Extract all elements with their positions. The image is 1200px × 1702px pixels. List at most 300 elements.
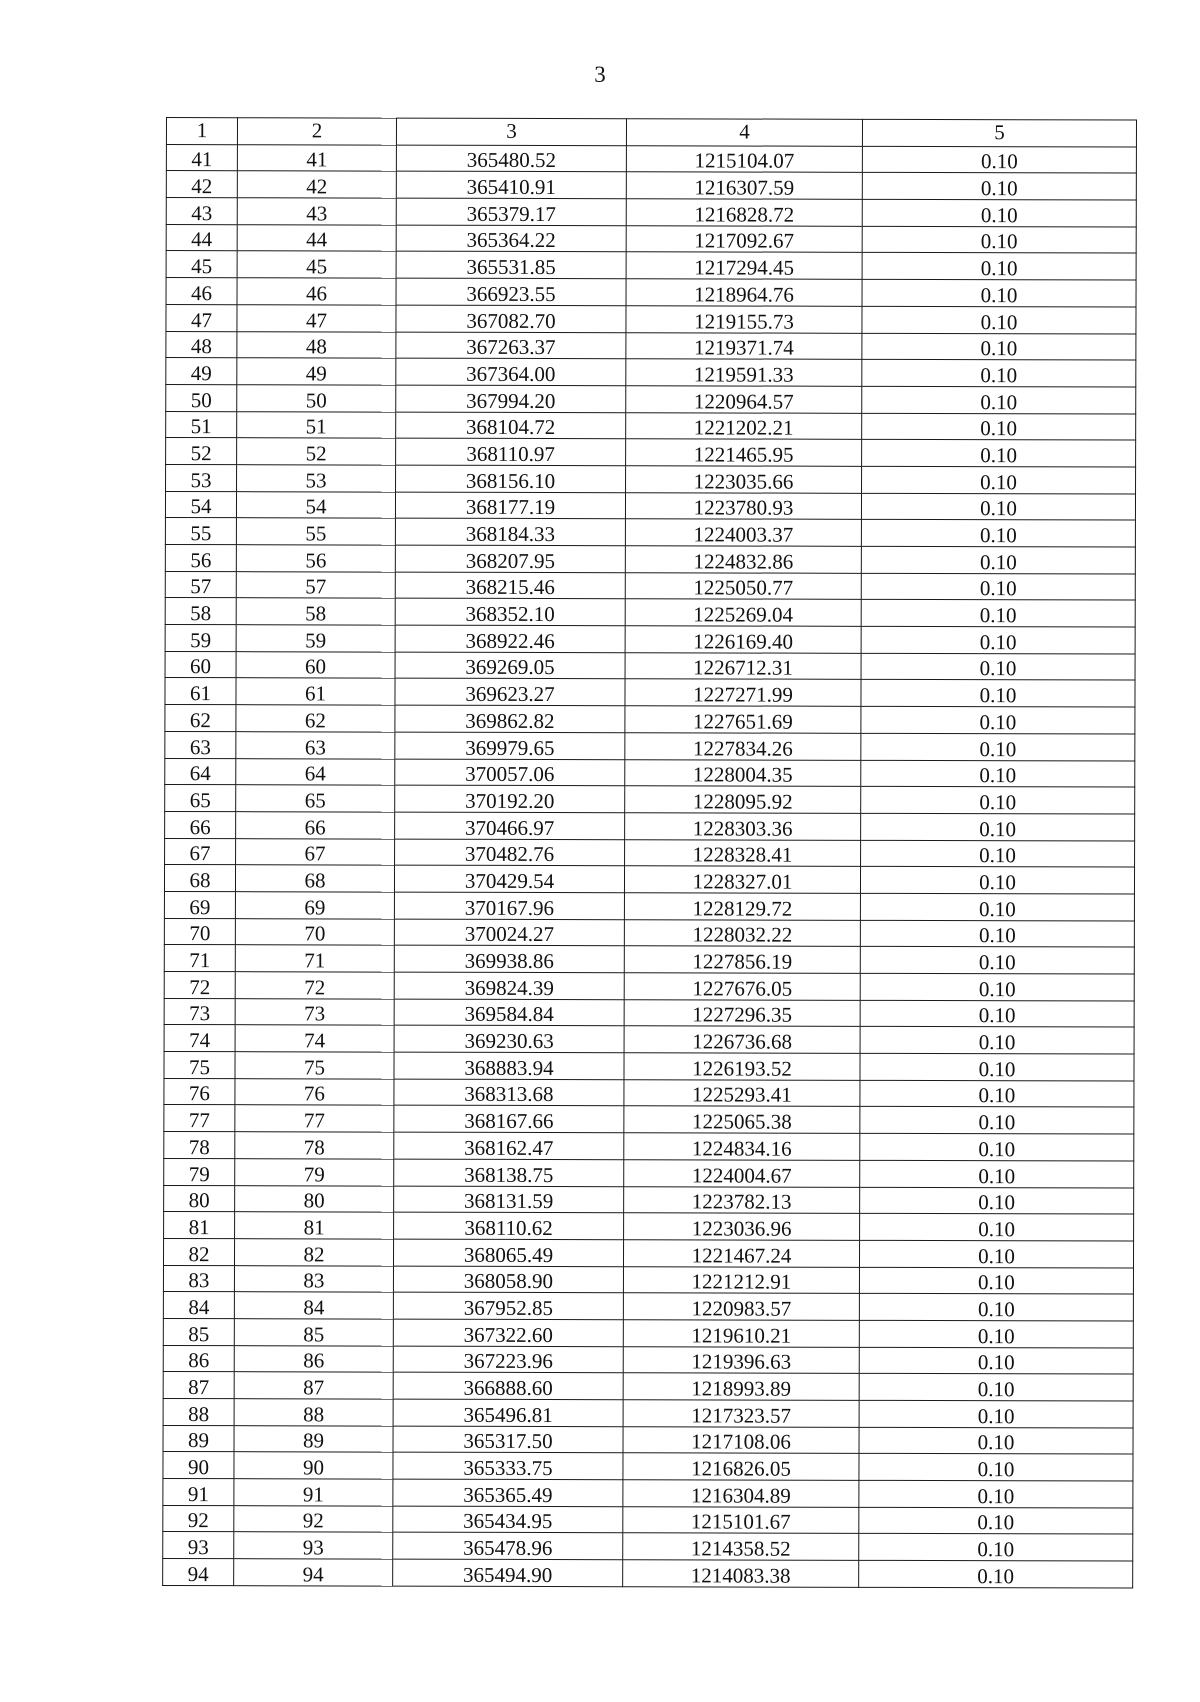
table-cell: 50	[237, 385, 396, 412]
table-row	[164, 1185, 1134, 1214]
table-cell: 49	[237, 358, 396, 385]
table-row	[164, 1052, 1134, 1081]
table-cell: 81	[235, 1212, 394, 1239]
table-cell: 93	[234, 1532, 393, 1559]
table-cell: 1226193.52	[624, 1053, 860, 1080]
table-cell: 55	[236, 518, 395, 545]
table-row	[164, 971, 1134, 1000]
table-row	[163, 1425, 1133, 1454]
table-cell: 0.10	[859, 1320, 1133, 1347]
table-cell: 0.10	[859, 1240, 1133, 1267]
table-cell: 0.10	[860, 893, 1134, 920]
table-cell: 1228129.72	[624, 893, 860, 920]
table-cell: 66	[236, 812, 395, 839]
table-cell: 0.10	[860, 867, 1134, 894]
table-row	[164, 945, 1134, 974]
table-cell: 0.10	[862, 279, 1136, 306]
table-body	[163, 144, 1137, 1588]
table-cell: 0.10	[860, 1107, 1134, 1134]
table-cell: 0.10	[860, 1187, 1134, 1214]
table-row	[163, 1265, 1133, 1294]
table-cell: 1225293.41	[624, 1079, 860, 1106]
table-cell: 91	[163, 1479, 234, 1506]
table-cell: 57	[236, 571, 395, 598]
table-cell: 72	[235, 972, 394, 999]
table-cell: 1218993.89	[623, 1373, 859, 1400]
table-cell: 365365.49	[393, 1479, 623, 1506]
page-number: 3	[594, 62, 606, 87]
table-cell: 365317.50	[393, 1426, 623, 1453]
table-row	[166, 384, 1136, 413]
table-cell: 0.10	[860, 973, 1134, 1000]
column-header: 1	[166, 118, 237, 145]
table-cell: 0.10	[859, 1534, 1133, 1561]
table-cell: 46	[237, 278, 396, 305]
table-cell: 0.10	[860, 947, 1134, 974]
table-cell: 41	[237, 144, 396, 171]
table-cell: 0.10	[861, 760, 1135, 787]
table-cell: 0.10	[860, 1053, 1134, 1080]
table-row	[166, 171, 1136, 200]
table-cell: 67	[165, 838, 236, 865]
table-cell: 90	[234, 1452, 393, 1479]
table-cell: 0.10	[862, 306, 1136, 333]
table-cell: 1214358.52	[623, 1533, 859, 1560]
table-row	[163, 1372, 1133, 1401]
column-header: 2	[237, 118, 396, 145]
table-cell: 370057.06	[395, 759, 625, 786]
table-cell: 0.10	[860, 920, 1134, 947]
table-cell: 368883.94	[394, 1052, 624, 1079]
table-cell: 1217092.67	[626, 225, 862, 252]
table-cell: 1223782.13	[624, 1186, 860, 1213]
table-cell: 0.10	[862, 333, 1136, 360]
table-cell: 365531.85	[396, 252, 626, 279]
table-cell: 0.10	[859, 1347, 1133, 1374]
table-cell: 53	[237, 465, 396, 492]
table-cell: 55	[165, 518, 236, 545]
table-cell: 84	[234, 1292, 393, 1319]
table-cell: 86	[163, 1345, 234, 1372]
table-cell: 0.10	[860, 1000, 1134, 1027]
table-cell: 69	[235, 892, 394, 919]
table-cell: 1221202.21	[626, 412, 862, 439]
table-cell: 0.10	[862, 253, 1136, 280]
table-cell: 1228327.01	[624, 866, 860, 893]
table-row	[164, 998, 1134, 1027]
table-row	[165, 544, 1135, 573]
table-cell: 1228004.35	[625, 759, 861, 786]
table-row	[163, 1292, 1133, 1321]
table-cell: 1224004.67	[624, 1160, 860, 1187]
table-cell: 52	[166, 438, 237, 465]
table-row	[163, 1318, 1133, 1347]
table-cell: 1220983.57	[623, 1293, 859, 1320]
table-row	[165, 811, 1135, 840]
table-cell: 0.10	[859, 1267, 1133, 1294]
table-row	[165, 518, 1135, 547]
table-cell: 0.10	[861, 653, 1135, 680]
table-cell: 79	[235, 1158, 394, 1185]
table-cell: 368922.46	[395, 625, 625, 652]
table-row	[166, 331, 1136, 360]
table-cell: 75	[164, 1052, 235, 1079]
table-cell: 1215101.67	[623, 1506, 859, 1533]
table-cell: 63	[165, 731, 236, 758]
table-cell: 0.10	[862, 466, 1136, 493]
table-row	[164, 891, 1134, 920]
table-row	[165, 651, 1135, 680]
table-cell: 0.10	[860, 1160, 1134, 1187]
table-cell: 1216304.89	[623, 1480, 859, 1507]
table-cell: 1224834.16	[624, 1133, 860, 1160]
table-cell: 1227296.35	[624, 999, 860, 1026]
table-cell: 77	[235, 1105, 394, 1132]
table-cell: 365496.81	[393, 1399, 623, 1426]
table-cell: 74	[164, 1025, 235, 1052]
table-cell: 368177.19	[395, 492, 625, 519]
table-row	[166, 198, 1136, 227]
table-cell: 1225065.38	[624, 1106, 860, 1133]
table-cell: 368167.66	[394, 1106, 624, 1133]
table-cell: 367364.00	[396, 358, 626, 385]
table-cell: 61	[165, 678, 236, 705]
table-row	[163, 1559, 1133, 1588]
table-cell: 1217108.06	[623, 1426, 859, 1453]
table-cell: 0.10	[860, 1080, 1134, 1107]
table-cell: 64	[236, 758, 395, 785]
table-cell: 1224832.86	[625, 546, 861, 573]
table-row	[163, 1479, 1133, 1508]
table-cell: 0.10	[861, 546, 1135, 573]
table-cell: 50	[166, 384, 237, 411]
table-cell: 65	[165, 785, 236, 812]
table-cell: 43	[237, 198, 396, 225]
table-cell: 0.10	[861, 733, 1135, 760]
table-cell: 83	[163, 1265, 234, 1292]
table-cell: 1219396.63	[623, 1346, 859, 1373]
table-cell: 369623.27	[395, 679, 625, 706]
table-cell: 365410.91	[396, 171, 626, 198]
table-cell: 368352.10	[395, 598, 625, 625]
table-cell: 369824.39	[394, 972, 624, 999]
table-cell: 81	[164, 1212, 235, 1239]
table-cell: 68	[164, 865, 235, 892]
table-cell: 0.10	[859, 1400, 1133, 1427]
table-cell: 369979.65	[395, 732, 625, 759]
table-row	[166, 411, 1136, 440]
table-cell: 70	[235, 918, 394, 945]
table-row	[165, 571, 1135, 600]
table-cell: 365478.96	[393, 1533, 623, 1560]
table-cell: 368065.49	[393, 1239, 623, 1266]
table-cell: 0.10	[862, 360, 1136, 387]
table-cell: 78	[235, 1132, 394, 1159]
table-cell: 57	[165, 571, 236, 598]
table-cell: 58	[165, 598, 236, 625]
table-cell: 0.10	[860, 1027, 1134, 1054]
table-cell: 69	[164, 891, 235, 918]
table-cell: 49	[166, 358, 237, 385]
table-cell: 89	[234, 1425, 393, 1452]
table-cell: 0.10	[861, 600, 1135, 627]
coordinates-table	[162, 117, 1137, 1588]
table-cell: 370429.54	[394, 865, 624, 892]
table-cell: 51	[237, 411, 396, 438]
table-cell: 60	[165, 651, 236, 678]
table-row	[164, 1132, 1134, 1161]
table-cell: 1225269.04	[625, 599, 861, 626]
table-cell: 1216307.59	[626, 172, 862, 199]
table-cell: 42	[166, 171, 237, 198]
table-cell: 368131.59	[394, 1186, 624, 1213]
table-cell: 0.10	[859, 1454, 1133, 1481]
table-cell: 67	[236, 838, 395, 865]
table-cell: 84	[163, 1292, 234, 1319]
table-row	[164, 865, 1134, 894]
table-row	[166, 464, 1136, 493]
table-cell: 369269.05	[395, 652, 625, 679]
table-cell: 0.10	[861, 787, 1135, 814]
table-cell: 365333.75	[393, 1452, 623, 1479]
table-cell: 368110.62	[394, 1212, 624, 1239]
column-header: 3	[396, 118, 626, 145]
table-row	[165, 838, 1135, 867]
table-row	[166, 358, 1136, 387]
table-cell: 46	[166, 278, 237, 305]
table-cell: 80	[164, 1185, 235, 1212]
table-cell: 87	[163, 1372, 234, 1399]
table-cell: 369230.63	[394, 1025, 624, 1052]
table-cell: 0.10	[861, 706, 1135, 733]
table-cell: 365379.17	[396, 198, 626, 225]
table-cell: 79	[164, 1158, 235, 1185]
table-cell: 370482.76	[395, 839, 625, 866]
table-cell: 1223036.96	[624, 1213, 860, 1240]
table-cell: 0.10	[859, 1507, 1133, 1534]
table-cell: 0.10	[859, 1560, 1133, 1587]
table-cell: 83	[234, 1265, 393, 1292]
table-row	[164, 1158, 1134, 1187]
table-cell: 92	[234, 1505, 393, 1532]
table-cell: 1225050.77	[625, 572, 861, 599]
column-header: 5	[862, 119, 1136, 146]
table-cell: 1219610.21	[623, 1320, 859, 1347]
table-cell: 368110.97	[396, 438, 626, 465]
table-row	[164, 1025, 1134, 1054]
table-cell: 1226712.31	[625, 652, 861, 679]
table-row	[164, 1078, 1134, 1107]
table-cell: 365364.22	[396, 225, 626, 252]
table-cell: 73	[164, 998, 235, 1025]
table-cell: 0.10	[862, 199, 1136, 226]
table-cell: 42	[237, 171, 396, 198]
table-cell: 367952.85	[393, 1292, 623, 1319]
table-cell: 76	[164, 1078, 235, 1105]
table-cell: 1227834.26	[625, 733, 861, 760]
table-cell: 0.10	[859, 1374, 1133, 1401]
table-cell: 78	[164, 1132, 235, 1159]
table-cell: 365434.95	[393, 1506, 623, 1533]
table-row	[165, 678, 1135, 707]
table-cell: 0.10	[861, 680, 1135, 707]
table-row	[164, 918, 1134, 947]
table-cell: 0.10	[862, 226, 1136, 253]
table-cell: 85	[163, 1318, 234, 1345]
table-cell: 94	[163, 1559, 234, 1586]
table-cell: 0.10	[861, 573, 1135, 600]
table-cell: 82	[163, 1238, 234, 1265]
table-cell: 88	[163, 1398, 234, 1425]
table-row	[165, 758, 1135, 787]
table-cell: 89	[163, 1425, 234, 1452]
table-cell: 48	[237, 331, 396, 358]
table-cell: 368215.46	[395, 572, 625, 599]
table-cell: 0.10	[862, 386, 1136, 413]
table-header-row	[166, 118, 1136, 147]
table-cell: 1223780.93	[625, 492, 861, 519]
table-cell: 91	[234, 1479, 393, 1506]
table-cell: 94	[234, 1559, 393, 1586]
table-cell: 63	[236, 731, 395, 758]
table-cell: 1228095.92	[625, 786, 861, 813]
table-cell: 1217294.45	[626, 252, 862, 279]
table-cell: 86	[234, 1345, 393, 1372]
table-row	[163, 1452, 1133, 1481]
table-cell: 61	[236, 678, 395, 705]
table-cell: 56	[236, 545, 395, 572]
table-row	[166, 438, 1136, 467]
table-cell: 0.10	[860, 1214, 1134, 1241]
table-cell: 1219591.33	[626, 359, 862, 386]
table-cell: 0.10	[860, 1133, 1134, 1160]
table-row	[165, 705, 1135, 734]
table-cell: 93	[163, 1532, 234, 1559]
table-row	[165, 598, 1135, 627]
table-cell: 45	[237, 251, 396, 278]
table-cell: 68	[235, 865, 394, 892]
table-cell: 45	[166, 251, 237, 278]
table-cell: 1217323.57	[623, 1400, 859, 1427]
table-cell: 369862.82	[395, 705, 625, 732]
table-cell: 66	[165, 811, 236, 838]
table-cell: 1228328.41	[625, 839, 861, 866]
table-cell: 370466.97	[395, 812, 625, 839]
table-cell: 0.10	[862, 413, 1136, 440]
table-cell: 58	[236, 598, 395, 625]
table-row	[166, 304, 1136, 333]
table-cell: 51	[166, 411, 237, 438]
table-cell: 0.10	[861, 813, 1135, 840]
table-cell: 73	[235, 998, 394, 1025]
table-cell: 1221465.95	[626, 439, 862, 466]
table-cell: 1216828.72	[626, 199, 862, 226]
table-cell: 72	[164, 971, 235, 998]
table-cell: 0.10	[859, 1427, 1133, 1454]
table-cell: 1216826.05	[623, 1453, 859, 1480]
table-cell: 1220964.57	[626, 386, 862, 413]
table-cell: 369584.84	[394, 999, 624, 1026]
table-cell: 367994.20	[396, 385, 626, 412]
table-cell: 62	[165, 705, 236, 732]
table-cell: 368207.95	[395, 545, 625, 572]
table-cell: 370167.96	[394, 892, 624, 919]
table-cell: 367322.60	[393, 1319, 623, 1346]
table-cell: 367263.37	[396, 332, 626, 359]
table-row	[163, 1532, 1133, 1561]
table-cell: 0.10	[861, 493, 1135, 520]
table-row	[165, 785, 1135, 814]
table-cell: 1227271.99	[625, 679, 861, 706]
table-cell: 368156.10	[396, 465, 626, 492]
table-cell: 59	[165, 625, 236, 652]
table-cell: 1227676.05	[624, 973, 860, 1000]
table-cell: 47	[237, 304, 396, 331]
table-row	[164, 1105, 1134, 1134]
table-cell: 74	[235, 1025, 394, 1052]
table-cell: 53	[166, 464, 237, 491]
table-cell: 1219155.73	[626, 306, 862, 333]
table-cell: 368058.90	[393, 1266, 623, 1293]
table-cell: 0.10	[861, 520, 1135, 547]
table-row	[163, 1398, 1133, 1427]
table-cell: 1215104.07	[626, 145, 862, 172]
table-row	[166, 144, 1136, 173]
table-cell: 1228032.22	[624, 919, 860, 946]
table-cell: 41	[166, 144, 237, 171]
table-cell: 60	[236, 651, 395, 678]
table-cell: 0.10	[862, 440, 1136, 467]
table-cell: 59	[236, 625, 395, 652]
table-cell: 44	[237, 224, 396, 251]
table-cell: 76	[235, 1078, 394, 1105]
table-cell: 48	[166, 331, 237, 358]
table-cell: 1221212.91	[623, 1266, 859, 1293]
table-cell: 47	[166, 304, 237, 331]
table-cell: 56	[165, 544, 236, 571]
table-cell: 70	[164, 918, 235, 945]
table-cell: 87	[234, 1372, 393, 1399]
table-cell: 0.10	[862, 146, 1136, 173]
table-cell: 1221467.24	[623, 1240, 859, 1267]
table-cell: 1227856.19	[624, 946, 860, 973]
table-cell: 368184.33	[395, 518, 625, 545]
table-cell: 85	[234, 1319, 393, 1346]
table-row	[166, 278, 1136, 307]
table-cell: 71	[235, 945, 394, 972]
table-cell: 75	[235, 1052, 394, 1079]
table-cell: 1228303.36	[625, 813, 861, 840]
table-row	[166, 251, 1136, 280]
column-header: 4	[626, 119, 862, 146]
table-cell: 71	[164, 945, 235, 972]
table-cell: 368313.68	[394, 1079, 624, 1106]
table-cell: 1227651.69	[625, 706, 861, 733]
table-cell: 365480.52	[396, 145, 626, 172]
table-cell: 88	[234, 1399, 393, 1426]
table-cell: 90	[163, 1452, 234, 1479]
table-cell: 0.10	[862, 173, 1136, 200]
table-cell: 367223.96	[393, 1346, 623, 1373]
table-cell: 366923.55	[396, 278, 626, 305]
table-cell: 368138.75	[394, 1159, 624, 1186]
table-cell: 368162.47	[394, 1132, 624, 1159]
table-row	[166, 224, 1136, 253]
table-cell: 1214083.38	[623, 1560, 859, 1587]
table-cell: 44	[166, 224, 237, 251]
table-row	[165, 625, 1135, 654]
table-row	[163, 1505, 1133, 1534]
